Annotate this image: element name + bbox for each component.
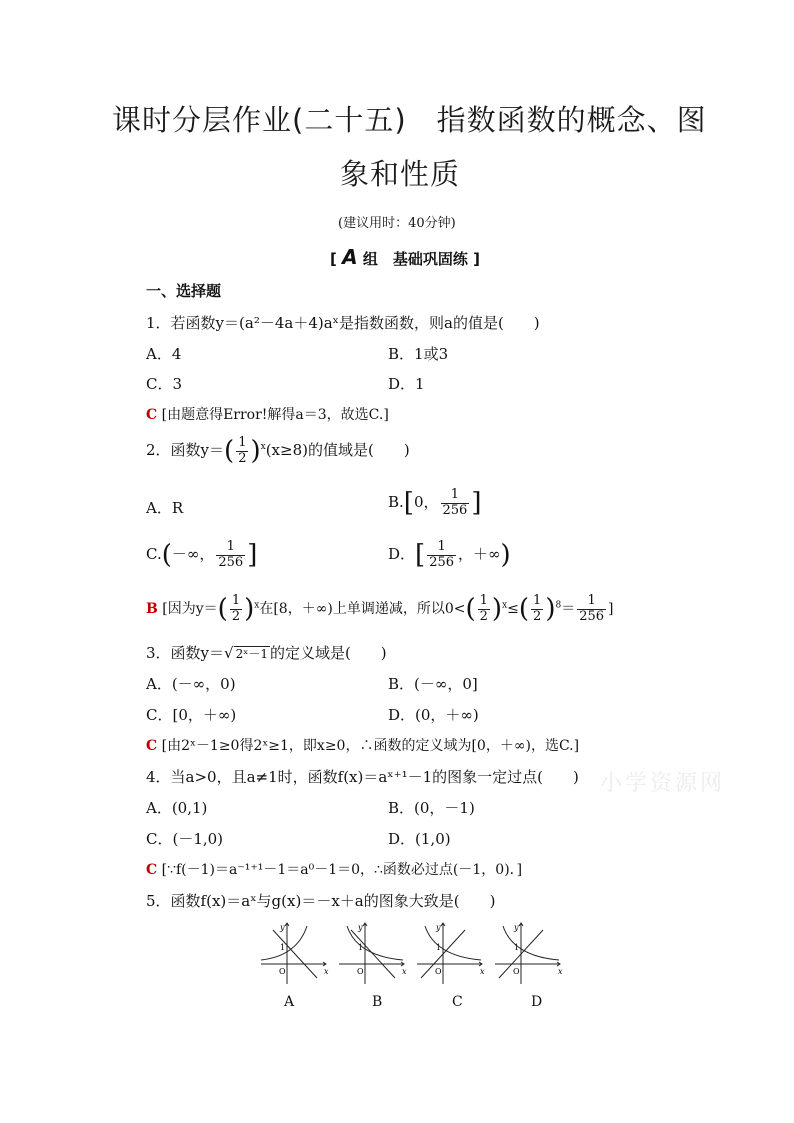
exponential-curve [347,926,403,960]
bracket-left: [ [330,250,337,268]
q5-graph-label-d: D [531,994,543,1010]
graph-c [417,923,485,984]
q3-answer-text: [由2ˣ－1≥0得2ˣ≥1，即x≥0，∴函数的定义域为[0，＋∞)，选C.] [161,738,580,754]
q2-stem-post: (x≥8)的值域是( ) [265,441,410,459]
q1-option-c: C．3 [146,375,183,393]
section-heading: 一、选择题 [146,282,222,300]
q2-answer-le: ≤ [507,601,519,617]
q2-c-frac-num: 1 [216,540,245,555]
watermark: 小学资源网 [600,771,726,796]
graph-d [495,923,563,984]
q4-answer-text: [∵f(－1)＝a⁻¹⁺¹－1＝a⁰－1＝0，∴函数必过点(－1，0)．] [161,862,523,878]
q2-answer-end: ] [608,601,614,617]
q4-answer-letter: C [146,862,158,878]
q2-answer-frac4-den: 256 [579,608,605,624]
group-header [330,245,480,269]
q1-option-d: D．1 [388,375,425,393]
q1-option-a: A．4 [146,345,182,363]
q2-d-fraction [427,540,456,570]
q3-radicand: 2ˣ－1 [235,647,268,661]
one-label: 1 [436,943,442,952]
q1-stem: 1．若函数y＝(a²－4a＋4)aˣ是指数函数，则a的值是( ) [146,314,540,332]
q1-answer-text: [由题意得Error!解得a＝3，故选C.] [161,407,389,423]
q2-exponent: x [260,442,266,452]
bracket-right: ] [473,250,480,268]
q3-stem-post: 的定义域是( ) [269,644,387,662]
page-title-line2: 象和性质 [340,157,461,191]
y-axis-label: y [358,923,363,932]
q2-answer-pre: [因为y＝ [162,601,218,617]
q2-option-c: C.(－∞， $\frac{1}{256}$ ] [146,539,258,570]
q2-answer-eq: ＝ [561,601,576,617]
page-title: 课时分层作业(二十五) 指数函数的概念、图 [112,103,707,137]
q3-option-a: A．(－∞，0) [146,675,236,693]
q4-stem: 4．当a>0，且a≠1时，函数f(x)＝aˣ⁺¹－1的图象一定过点( ) [146,768,579,786]
q2-b-fraction [441,488,470,518]
q2-d-upper: ，＋∞ [458,545,501,563]
q2-answer-mid: 在[8，＋∞)上单调递减，所以0< [259,601,466,617]
one-label: 1 [280,943,286,952]
y-axis-label: y [436,923,441,932]
q2-c-pre: C. [146,545,162,563]
x-axis-label: x [558,967,563,976]
one-label: 1 [514,943,520,952]
q2-answer-exp2: x [502,600,508,611]
q2-b-frac-num: 1 [441,488,470,503]
q2-answer-frac2-den: 2 [479,608,488,624]
q2-stem-pre: 2．函数y＝ [146,441,225,459]
q5-stem: 5．函数f(x)＝aˣ与g(x)＝－x＋a的图象大致是( ) [146,892,496,910]
q3-stem [146,642,387,663]
q3-option-c: C．[0，＋∞) [146,706,237,724]
x-axis-label: x [402,967,407,976]
origin-label: O [279,967,286,976]
q2-answer-frac3 [531,594,543,624]
q2-c-lower: －∞， [171,545,215,563]
group-label: 组 基础巩固练 [362,250,468,268]
q2-stem: 2．函数y＝( $\frac{1}{2}$ )$^x$(x≥8)的值域是( ) [146,435,410,466]
group-letter: A [342,245,358,269]
q4-option-b: B．(0，－1) [388,799,475,817]
q2-answer-exp1: x [254,600,260,611]
q2-answer-frac1 [230,594,242,624]
q2-frac-num: 1 [238,435,247,451]
q3-option-d: D．(0，＋∞) [388,706,479,724]
x-axis-label: x [480,967,485,976]
q4-option-c: C．(－1,0) [146,830,224,848]
sqrt-icon: √ [224,644,234,662]
graph-b [339,923,407,984]
q2-c-fraction [216,540,245,570]
one-label: 1 [358,943,364,952]
q2-answer: B [因为y＝( $\frac{1}{2}$ )$^x$在[8，＋∞)上单调递减，所以0<( $\frac{1}{2}$ )$^x$≤( $\frac{1}{2}$ )$^8$＝ $\frac{1}{256}$ ] [146,593,614,624]
q2-answer-frac2-num: 1 [479,593,488,609]
q1-option-b: B．1或3 [388,345,449,363]
q2-d-frac-den: 256 [429,554,455,570]
suggested-time: (建议用时：40分钟) [338,216,456,231]
q3-answer [146,735,579,755]
x-axis-label: x [324,967,329,976]
q3-answer-letter: C [146,738,158,754]
q2-b-pre: B. [388,493,404,511]
q2-b-lower: 0， [413,493,439,511]
q5-graph-label-b: B [372,994,383,1010]
q2-fraction [236,436,248,466]
q5-graphs [255,918,575,988]
origin-label: O [435,967,442,976]
q2-frac-den: 2 [238,450,247,466]
q5-graph-label-c: C [452,994,463,1010]
q2-answer-frac4-num: 1 [577,594,606,609]
q5-graph-label-a: A [284,994,295,1010]
y-axis-label: y [280,923,285,932]
q4-answer [146,859,522,879]
q2-answer-frac3-num: 1 [533,593,542,609]
q2-answer-frac4 [577,594,606,624]
q2-b-frac-den: 256 [442,502,468,518]
q1-answer [146,404,389,424]
y-axis-label: y [514,923,519,932]
q2-option-b: B.[0， $\frac{1}{256}$ ] [388,487,482,518]
q2-d-frac-num: 1 [427,540,456,555]
graph-a [261,923,329,984]
q4-option-a: A．(0,1) [146,799,208,817]
origin-label: O [513,967,520,976]
q4-option-d: D．(1,0) [388,830,451,848]
q2-c-frac-den: 256 [218,554,244,570]
q2-d-pre: D． [388,545,416,563]
q2-answer-frac2 [478,594,490,624]
q3-option-b: B．(－∞，0] [388,675,478,693]
q3-stem-pre: 3．函数y＝ [146,644,225,662]
q2-answer-letter: B [146,601,158,617]
q2-answer-frac3-den: 2 [533,608,542,624]
q1-answer-letter: C [146,407,158,423]
q2-answer-frac1-den: 2 [231,608,241,624]
q2-answer-exp8: 8 [555,600,562,611]
origin-label: O [357,967,364,976]
q2-answer-frac1-num: 1 [231,593,241,609]
q2-option-a: A．R [146,499,184,517]
q2-option-d: D．[ $\frac{1}{256}$ ，＋∞) [388,539,511,570]
